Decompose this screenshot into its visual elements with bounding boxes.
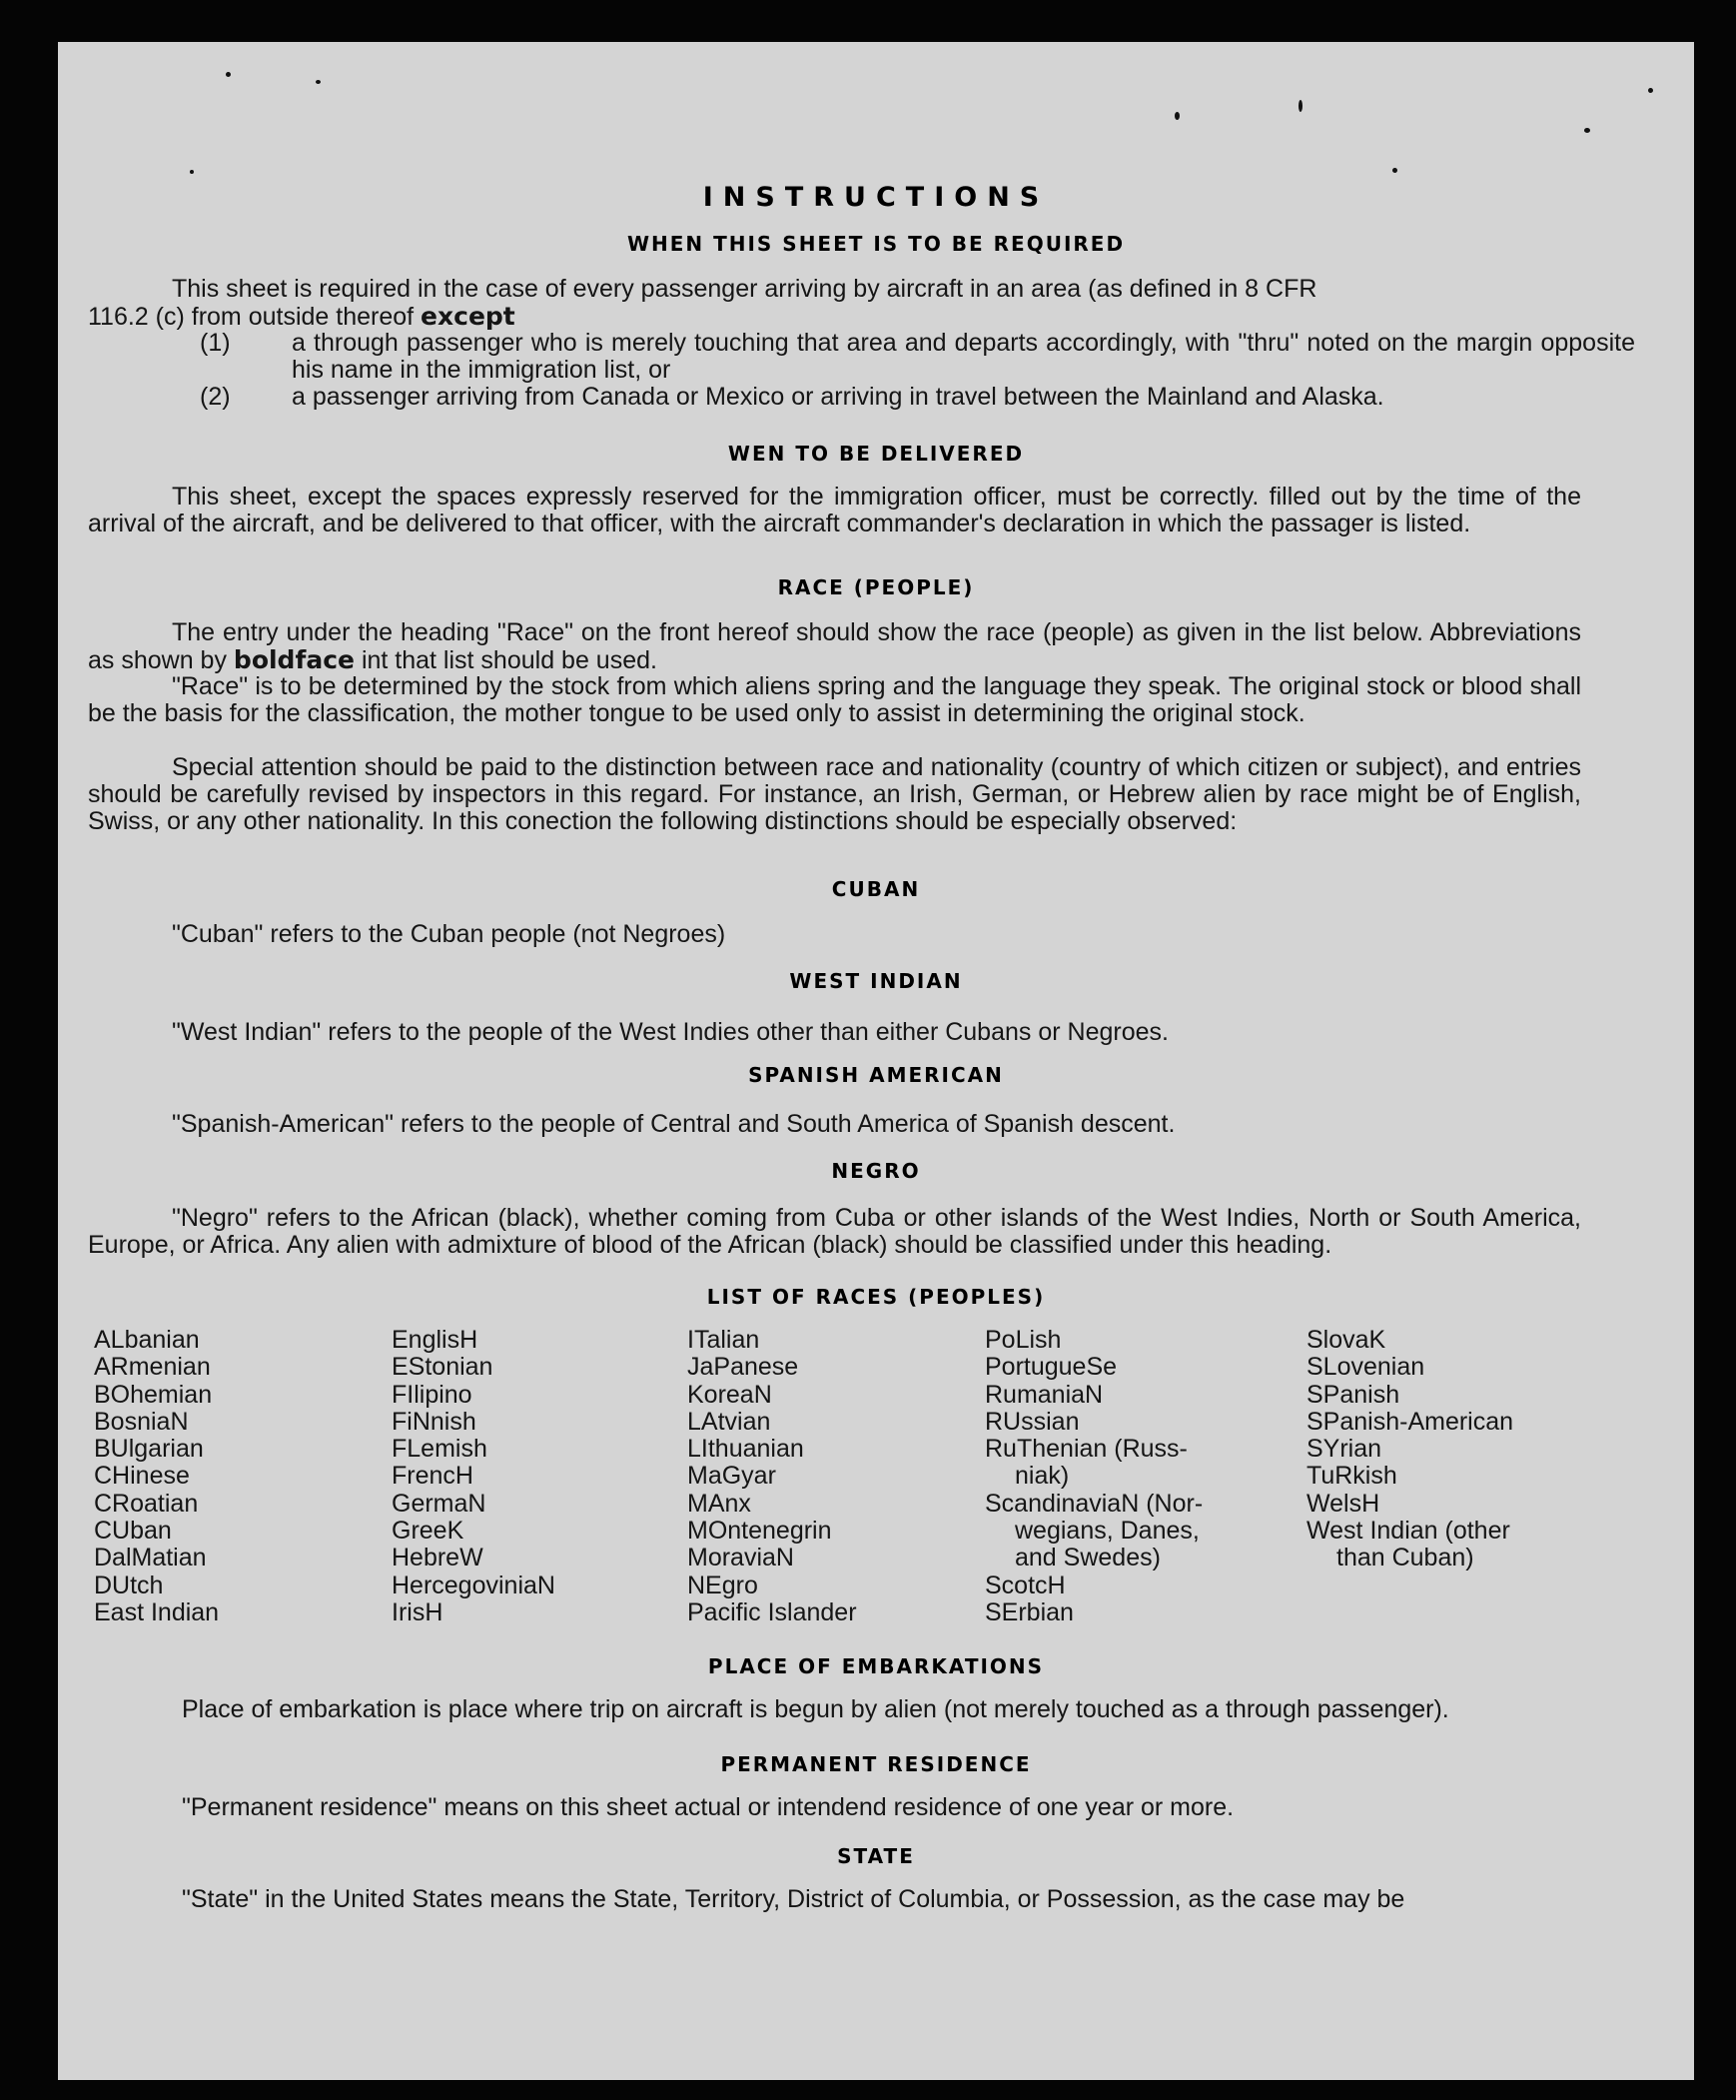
race-list-item: WelsH	[1306, 1489, 1380, 1518]
when-required-intro-line2: 116.2 (c) from outside thereof	[88, 303, 415, 331]
race-list-item: EnglisH	[392, 1326, 478, 1354]
cuban-text: "Cuban" refers to the Cuban people (not Negroes)	[172, 920, 726, 948]
document-page	[58, 42, 1694, 2080]
race-list-item: FrencH	[392, 1462, 473, 1491]
heading-embarkation: PLACE OF EMBARKATIONS	[707, 1654, 1045, 1678]
race-list-item: FiNnish	[392, 1407, 476, 1436]
when-required-intro-cont	[88, 303, 1581, 331]
race-list-item: EStonian	[392, 1353, 493, 1382]
race-column-4	[985, 1327, 1203, 1626]
race-list-item: MaGyar	[687, 1462, 776, 1491]
race-list-item: SLovenian	[1306, 1353, 1425, 1382]
race-list-item: PortugueSe	[985, 1353, 1118, 1382]
heading-permanent-residence: PERMANENT RESIDENCE	[720, 1752, 1032, 1776]
race-paragraph-2: "Race" is to be determined by the stock from which aliens spring and the language they speak. The original stock or blood shall be the basis for the classification, the mother tongue to be used only to assist in determining the original stock.	[88, 672, 1581, 727]
heading-spanish-american: SPANISH AMERICAN	[748, 1063, 1004, 1087]
race-paragraph-1	[88, 619, 1581, 674]
race-list-item: SPanish	[1306, 1380, 1400, 1409]
race-list-item: RUssian	[985, 1407, 1080, 1436]
race-list-item: BosniaN	[94, 1407, 189, 1436]
race-list-item: TuRkish	[1306, 1462, 1397, 1491]
heading-race: RACE (PEOPLE)	[777, 575, 975, 599]
race-list-item: and Swedes)	[1015, 1544, 1161, 1573]
heading-cuban: CUBAN	[831, 877, 921, 901]
permanent-residence-text: "Permanent residence" means on this sheet actual or intendend residence of one year or more.	[182, 1793, 1235, 1821]
paper-speck	[226, 72, 231, 77]
race-list-item: CRoatian	[94, 1489, 199, 1518]
race-list-item: ScotcH	[985, 1571, 1066, 1599]
paper-speck	[190, 170, 194, 174]
race-column-1	[94, 1327, 219, 1626]
race-list-item: BOhemian	[94, 1380, 213, 1409]
item-number: (1)	[200, 329, 231, 357]
spanish-american-text: "Spanish-American" refers to the people of Central and South America of Spanish descent.	[172, 1110, 1176, 1138]
race-list-item: RuThenian (Russ-	[985, 1435, 1188, 1464]
race-list-item: CUban	[94, 1517, 172, 1546]
race-list-item: IrisH	[392, 1597, 443, 1626]
paper-speck	[1175, 112, 1180, 120]
race-list-item: GermaN	[392, 1489, 486, 1518]
race-list-item: ScandinaviaN (Nor-	[985, 1489, 1204, 1518]
heading-negro: NEGRO	[831, 1159, 921, 1183]
race-p1-tail: int that list should be used.	[361, 646, 657, 674]
race-list-item: niak)	[1015, 1462, 1070, 1491]
race-column-2	[392, 1327, 555, 1626]
heading-west-indian: WEST INDIAN	[789, 969, 963, 993]
when-delivered-text: This sheet, except the spaces expressly reserved for the immigration officer, must be correctly. filled out by the time of the arrival of the aircraft, and be delivered to that officer, with the aircraft commander's declaration in which the passager is listed.	[88, 483, 1581, 537]
heading-list-of-races: LIST OF RACES (PEOPLES)	[706, 1285, 1046, 1309]
race-list-item: DalMatian	[94, 1544, 207, 1573]
paper-speck	[1299, 100, 1302, 112]
race-column-3	[687, 1327, 857, 1626]
paper-speck	[1392, 168, 1397, 173]
race-list-item: MAnx	[687, 1489, 751, 1518]
boldface-word: boldface	[233, 645, 355, 674]
document-title: INSTRUCTIONS	[702, 182, 1050, 213]
embarkation-text: Place of embarkation is place where trip on aircraft is begun by alien (not merely touched as a through passenger).	[182, 1695, 1449, 1723]
item-number: (2)	[200, 383, 231, 411]
item-text: a passenger arriving from Canada or Mexico or arriving in travel between the Mainland and Alaska.	[292, 383, 1384, 411]
race-list-item: SlovaK	[1306, 1326, 1386, 1354]
when-required-intro-line1: This sheet is required in the case of every passenger arriving by aircraft in an area (as defined in 8 CFR	[172, 275, 1317, 303]
race-paragraph-3: Special attention should be paid to the distinction between race and nationality (country of which citizen or subject), and entries should be carefully revised by inspectors in this regard. For instance, an Irish, German, or Hebrew alien by race might be of English, Swiss, or any other nationality. In this conection the following distinctions should be especially observed:	[88, 753, 1581, 835]
race-list-item: FLemish	[392, 1435, 487, 1464]
race-list-item: NEgro	[687, 1571, 758, 1599]
race-list-item: FIlipino	[392, 1380, 472, 1409]
race-list-item: JaPanese	[687, 1353, 799, 1382]
race-list-item: RumaniaN	[985, 1380, 1104, 1409]
paper-speck	[1648, 88, 1653, 93]
state-text: "State" in the United States means the State, Territory, District of Columbia, or Possession, as the case may be	[182, 1885, 1405, 1913]
race-column-5	[1306, 1327, 1513, 1573]
race-list-item: MoraviaN	[687, 1544, 794, 1573]
race-list-item: DUtch	[94, 1571, 164, 1599]
when-required-intro	[88, 276, 1581, 303]
race-list-item: BUlgarian	[94, 1435, 204, 1464]
race-list-item: HercegoviniaN	[392, 1571, 555, 1599]
race-p1-text: The entry under the heading "Race" on the front hereof should show the race (people) as given in the list below. Abbreviations as shown by	[88, 618, 1581, 674]
race-list-item: LAtvian	[687, 1407, 771, 1436]
race-list-item: ALbanian	[94, 1326, 200, 1354]
race-list-item: CHinese	[94, 1462, 190, 1491]
when-required-item-2	[200, 384, 1638, 440]
race-list-item: ARmenian	[94, 1353, 211, 1382]
race-list-item: West Indian (other	[1306, 1517, 1510, 1546]
race-list-item: than Cuban)	[1336, 1544, 1474, 1573]
except-bold-word: except	[421, 302, 515, 331]
race-list-item: PoLish	[985, 1326, 1062, 1354]
race-list-item: LIthuanian	[687, 1435, 804, 1464]
race-list-item: ITalian	[687, 1326, 760, 1354]
race-list-item: HebreW	[392, 1544, 483, 1573]
race-list-item: wegians, Danes,	[1015, 1517, 1200, 1546]
race-list-item: GreeK	[392, 1517, 464, 1546]
heading-when-delivered: WEN TO BE DELIVERED	[727, 442, 1025, 466]
when-required-item-1	[200, 330, 1638, 386]
race-list-item: East Indian	[94, 1597, 220, 1626]
race-list-item: SPanish-American	[1306, 1407, 1514, 1436]
heading-state: STATE	[837, 1844, 915, 1868]
negro-text: "Negro" refers to the African (black), whether coming from Cuba or other islands of the West Indies, North or South America, Europe, or Africa. Any alien with admixture of blood of the African (black) should be classified under this heading.	[88, 1204, 1581, 1259]
race-list-item: KoreaN	[687, 1380, 772, 1409]
paper-speck	[1584, 128, 1590, 133]
race-list-item: Pacific Islander	[687, 1597, 857, 1626]
west-indian-text: "West Indian" refers to the people of the West Indies other than either Cubans or Negroes.	[172, 1018, 1169, 1046]
heading-when-required: WHEN THIS SHEET IS TO BE REQUIRED	[626, 232, 1126, 256]
item-text: a through passenger who is merely touching that area and departs accordingly, with "thru" noted on the margin opposite his name in the immigration list, or	[292, 329, 1635, 384]
race-list-item: SYrian	[1306, 1435, 1382, 1464]
paper-speck	[316, 80, 321, 84]
race-list-item: MOntenegrin	[687, 1517, 832, 1546]
race-list-item: SErbian	[985, 1597, 1074, 1626]
